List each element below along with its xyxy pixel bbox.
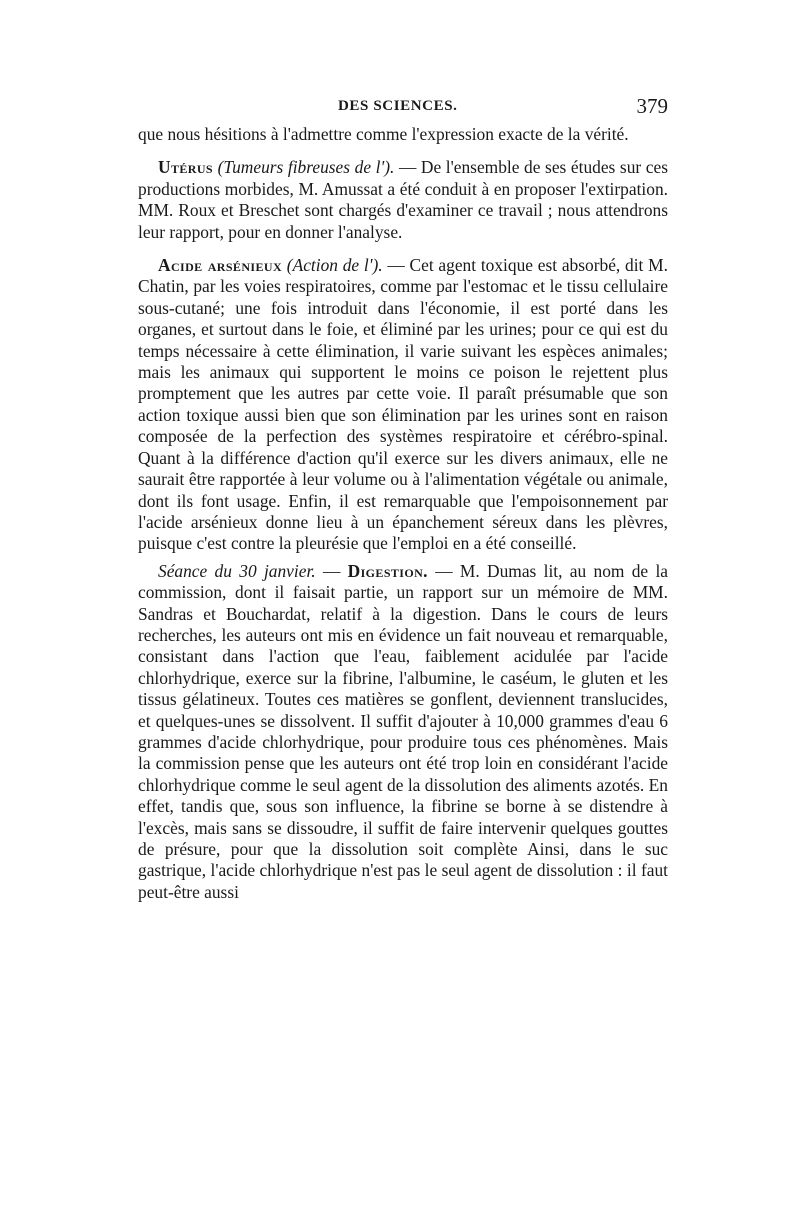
entry-heading: Utérus <box>158 157 213 178</box>
entry-subheading: (Tumeurs fibreuses de l'). <box>217 157 395 178</box>
running-head <box>138 94 668 124</box>
entry-text: — Cet agent toxique est absorbé, dit M. Chatin, par les voies respiratoires, comme par l'estomac et le tissu cellulaire sous-cutané; une fois introduit dans l'économie, il est porté dans les organes, et surtout dans le foie, et éliminé par les urines; pour ce qui est du temps nécessaire à cette élimination, il varie suivant les espèces animales; mais les animaux qui supportent le moins ce poison le rejettent plus promptement que les autres par cette voie. Il paraît présumable que son action toxique aussi bien que son élimination par les urines sont en raison composée de la perfection des systèmes respiratoire et cérébro-spinal. Quant à la différence d'action qu'il exerce sur les divers animaux, elle ne saurait être rapportée à leur volume ou à l'alimentation végétale ou animale, dont ils font usage. Enfin, il est remarquable que l'empoisonnement par l'acide arsénieux donne lieu à un épanchement séreux dans les plèvres, puisque c'est contre la pleurésie que l'emploi en a été conseillé. <box>138 255 668 554</box>
entry-acide-arsenieux <box>138 255 668 555</box>
entry-digestion <box>138 561 668 904</box>
entry-text: — De l'ensemble de ses études sur ces productions morbides, M. Amussat a été conduit à en proposer l'extirpation. MM. Roux et Breschet sont chargés d'examiner ce travail ; nous attendrons leur rapport, pour en donner l'analyse. <box>138 157 668 242</box>
dash: — <box>315 560 348 581</box>
entry-subheading: (Action de l'). <box>286 255 383 276</box>
entry-text: — M. Dumas lit, au nom de la commission, dont il faisait partie, un rapport sur un mémoire de MM. Sandras et Bouchardat, relatif à la digestion. Dans le cours de leurs recherches, les auteurs ont mis en évidence un fait nouveau et remarquable, consistant dans l'action que l'eau, faiblement acidulée par l'acide chlorhydrique, exerce sur la fibrine, l'albumine, le caséum, le gluten et les tissus gélatineux. Toutes ces matières se gonflent, deviennent translucides, et quelques-unes se dissolvent. Il suffit d'ajouter à 10,000 grammes d'eau 6 grammes d'acide chlorhydrique, pour produire tous ces phénomènes. Mais la commission pense que les auteurs ont été trop loin en considérant l'acide chlorhydrique comme le seul agent de la dissolution des aliments azotés. En effet, tandis que, sous son influence, la fibrine se borne à se distendre à l'excès, mais sans se dissoudre, il suffit de faire intervenir quelques gouttes de présure, pour que la dissolution soit complète Ainsi, dans le suc gastrique, l'acide chlorhydrique n'est pas le seul agent de dissolution : il faut peut-être aussi <box>138 560 669 902</box>
paragraph-continuation <box>138 124 668 145</box>
entry-heading: Digestion. <box>347 560 428 581</box>
running-title: DES SCIENCES. <box>338 98 458 114</box>
book-page <box>138 94 668 903</box>
page-number: 379 <box>636 94 668 118</box>
entry-uterus <box>138 157 668 243</box>
seance-date: Séance du 30 janvier. <box>158 560 316 581</box>
paragraph-text: que nous hésitions à l'admettre comme l'expression exacte de la vérité. <box>138 124 629 144</box>
entry-heading: Acide arsénieux <box>158 255 283 276</box>
